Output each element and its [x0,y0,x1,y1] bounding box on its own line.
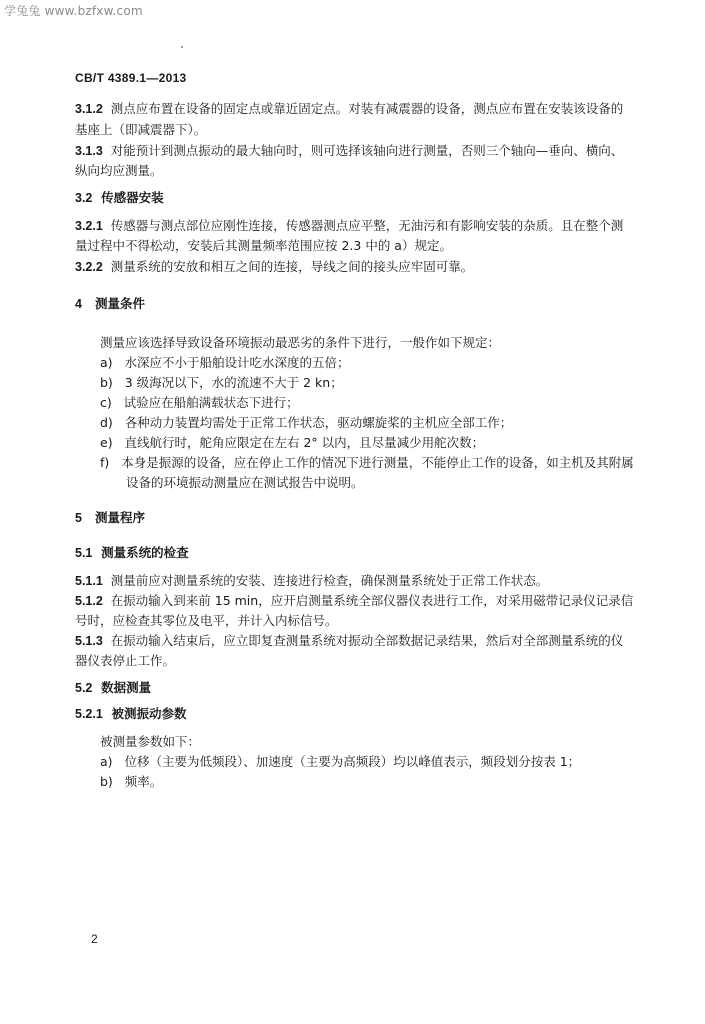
section-number: 5.2 [75,681,93,695]
clause-3-1-2-line-2 [75,122,206,138]
document-code: CB/T 4389.1—2013 [75,71,187,85]
clause-text: 纵向均应测量。 [75,163,163,178]
section-title: 测量条件 [95,296,146,311]
list-item-c [100,395,299,411]
clause-text: 测点应布置在设备的固定点或靠近固定点。对装有减震器的设备，测点应布置在安装该设备的 [110,101,624,116]
clause-number: 5.1.1 [75,574,103,588]
list-label: a) [100,754,113,769]
clause-text: 器仪表停止工作。 [75,653,176,668]
list-item-f-continuation: 设备的环境振动测量应在测试报告中说明。 [126,475,364,490]
clause-text: 量过程中不得松动，安装后其测量频率范围应按 2.3 中的 a）规定。 [75,238,452,253]
section-title: 传感器安装 [101,190,164,205]
clause-5-1-2-line-1 [75,593,633,609]
list-label: b) [100,375,113,390]
clause-number: 3.1.2 [75,102,103,116]
clause-5-1-3-line-2 [75,653,175,669]
clause-3-1-2-line-1 [75,101,623,117]
clause-3-2-1-line-2 [75,238,452,254]
section-4-intro: 测量应该选择导致设备环境振动最恶劣的条件下进行，一般作如下规定： [100,335,501,350]
clause-text: 在振动输入结束后，应立即复查测量系统对振动全部数据记录结果，然后对全部测量系统的仪 [110,633,624,648]
parameter-item-b [100,774,162,790]
clause-text: 号时，应检查其零位及电平，并计入内标信号。 [75,613,338,628]
section-title: 测量程序 [95,510,146,525]
section-number: 5.2.1 [75,707,103,721]
clause-5-1-3-line-1 [75,633,623,649]
list-text: 频率。 [124,774,163,789]
list-text: 水深应不小于船舶设计吃水深度的五倍； [124,355,350,370]
clause-3-1-3-line-1 [75,143,623,159]
list-item-f [100,455,634,471]
section-4-heading [75,296,145,312]
clause-3-1-3-line-2 [75,163,163,179]
scan-speck [181,46,183,48]
clause-number: 3.2.2 [75,260,103,274]
list-text: 位移（主要为低频段）、加速度（主要为高频段）均以峰值表示，频段划分按表 1； [124,754,581,769]
clause-text: 传感器与测点部位应刚性连接，传感器测点应平整，无油污和有影响安装的杂质。且在整个测 [110,218,624,233]
clause-5-1-1-line-1 [75,573,548,589]
list-item-a [100,355,349,371]
list-text: 本身是振源的设备，应在停止工作的情况下进行测量，不能停止工作的设备，如主机及其附属 [121,455,634,470]
list-text: 直线航行时，舵角应限定在左右 2° 以内，且尽量减少用舵次数； [124,435,485,450]
section-title: 被测振动参数 [111,706,187,721]
list-label: d) [100,415,113,430]
clause-number: 3.2.1 [75,219,103,233]
clause-number: 5.1.3 [75,634,103,648]
section-number: 5.1 [75,546,93,560]
clause-text: 对能预计到测点振动的最大轴向时，则可选择该轴向进行测量，否则三个轴向—垂向、横向、 [110,143,624,158]
list-label: a) [100,355,113,370]
list-item-e [100,435,484,451]
section-5-2-1-intro: 被测量参数如下： [100,734,201,749]
clause-text: 基座上（即减震器下）。 [75,122,207,137]
clause-number: 3.1.3 [75,144,103,158]
clause-text: 测量系统的安放和相互之间的连接，导线之间的接头应牢固可靠。 [110,259,474,274]
clause-text: 在振动输入到来前 15 min，应开启测量系统全部仪器仪表进行工作，对采用磁带记录仪记录信 [110,593,634,608]
parameter-item-a [100,754,580,770]
section-number: 5 [75,511,82,525]
section-number: 3.2 [75,191,93,205]
page-number: 2 [91,932,98,946]
list-label: b) [100,774,113,789]
clause-text: 测量前应对测量系统的安装、连接进行检查，确保测量系统处于正常工作状态。 [110,573,549,588]
section-5-2-1-heading [75,706,187,722]
list-label: f) [100,455,110,470]
list-text: 3 级海况以下，水的流速不大于 2 kn； [124,375,343,390]
section-5-heading [75,510,145,526]
list-label: c) [100,395,112,410]
clause-3-2-1-line-1 [75,218,623,234]
section-title: 数据测量 [101,680,152,695]
list-item-b [100,375,343,391]
watermark-text: 学兔兔 www.bzfxw.com [4,4,143,18]
section-number: 4 [75,297,82,311]
clause-number: 5.1.2 [75,594,103,608]
section-title: 测量系统的检查 [101,545,189,560]
section-3-2-heading [75,190,164,206]
list-item-d [100,415,512,431]
clause-5-1-2-line-2 [75,613,338,629]
section-5-1-heading [75,545,189,561]
list-text: 试验应在船舶满载状态下进行； [123,395,299,410]
section-5-2-heading [75,680,151,696]
clause-3-2-2-line-1 [75,259,473,275]
list-text: 各种动力装置均需处于正常工作状态，驱动螺旋桨的主机应全部工作； [124,415,513,430]
list-label: e) [100,435,113,450]
